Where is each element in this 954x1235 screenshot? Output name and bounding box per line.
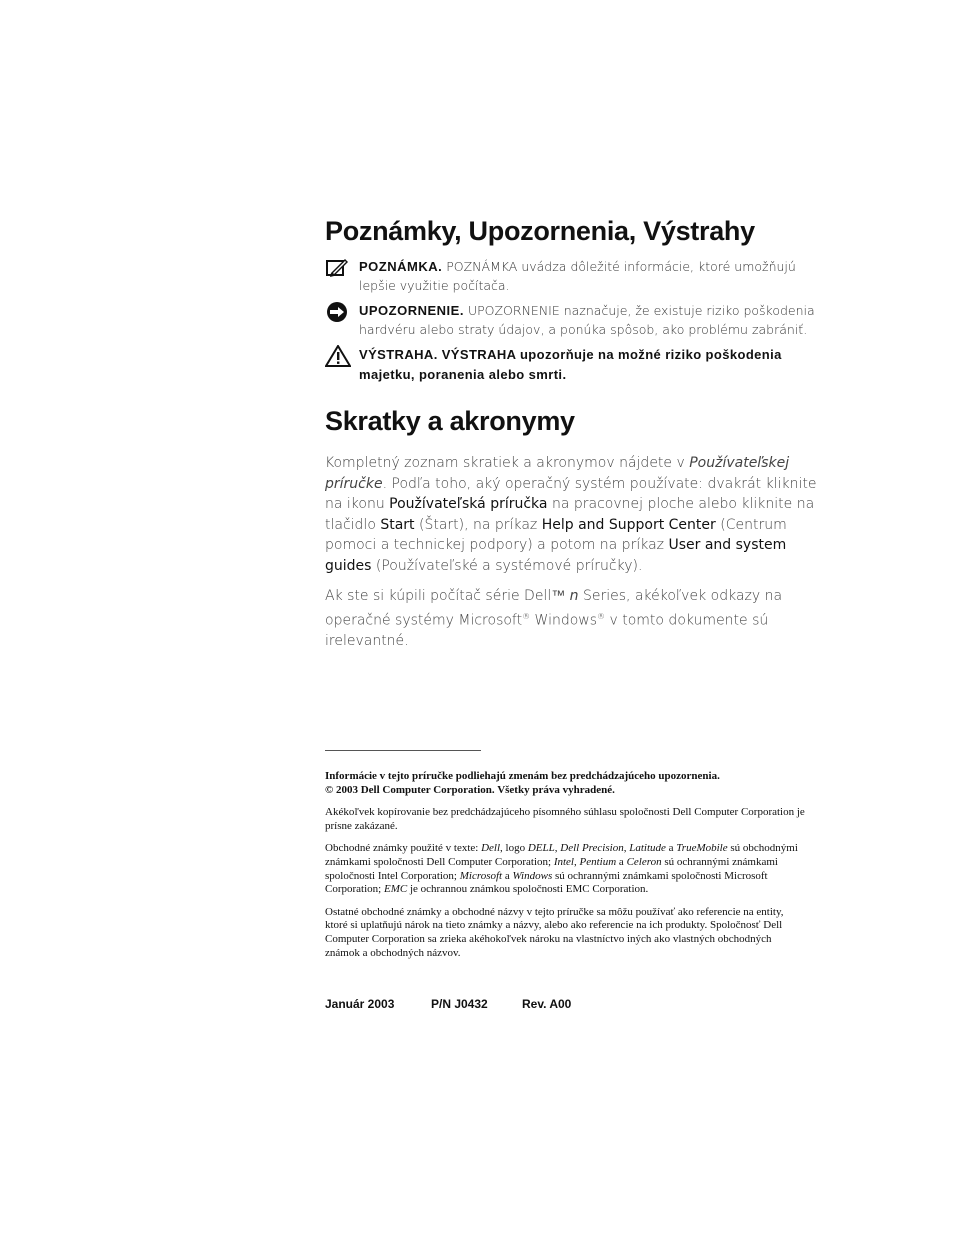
text-span: a [616, 855, 627, 868]
text-span: a [502, 869, 513, 882]
legal-block [325, 770, 807, 969]
text-span: Windows [530, 612, 598, 629]
trademark: Dell [481, 842, 501, 855]
text-span: a [665, 842, 677, 855]
text-span: na pracovnej ploche alebo kliknite na tlačidlo [325, 496, 815, 533]
trademark: Celeron [626, 855, 662, 868]
notes-section [325, 216, 815, 385]
note-label: POZNÁMKA. [359, 259, 443, 274]
copying-notice: Akékoľvek kopírovanie bez predchádzajúceho písomného súhlasu spoločnosti Dell Computer Corporation je prísne zakázané. [325, 806, 805, 832]
text-span: , logo [500, 842, 528, 855]
note-block [325, 257, 815, 295]
text-span: je ochrannou známkou spoločnosti EMC Corporation. [407, 883, 649, 896]
footer-revision: Rev. A00 [522, 997, 572, 1011]
abbrev-paragraph-2 [325, 586, 817, 651]
text-span: sú ochrannými známkami spoločnosti Intel Corporation; [325, 855, 778, 882]
legal-notice [325, 770, 807, 797]
note-text: POZNÁMKA uvádza dôležité informácie, ktoré umožňujú lepšie využitie počítača. [359, 259, 796, 293]
caution-text: VÝSTRAHA. VÝSTRAHA upozorňuje na možné riziko poškodenia majetku, poranenia alebo smrti. [359, 347, 782, 382]
text-span: , [574, 855, 580, 868]
other-trademarks-notice: Ostatné obchodné známky a obchodné názvy v tejto príručke sa môžu používať ako referencie na entity, ktoré si uplatňujú nárok na tieto známky a názvy, alebo ako referencie na ich produkty. Spoločnosť Dell Computer Corporation sa zrieka akéhokoľvek nároku na vlastníctvo iných ako vlastných obchodných známok a obchodných názvov. [325, 905, 784, 959]
notice-block [325, 301, 815, 339]
trademark: Windows [512, 869, 553, 882]
registered-mark: ® [522, 611, 531, 621]
copyright-line: © 2003 Dell Computer Corporation. Všetky práva vyhradené. [325, 783, 615, 796]
guide-title: Používateľskej príručke [325, 455, 790, 492]
text-span: Kompletný zoznam skratiek a akronymov nájdete v [325, 455, 690, 471]
series-letter: n [569, 588, 579, 604]
footer-part-number: P/N J0432 [431, 997, 488, 1011]
divider-rule [325, 750, 481, 751]
trademark: Microsoft [459, 869, 503, 882]
text-span: v tomto dokumente sú irelevantné. [325, 612, 769, 649]
notice-label: UPOZORNENIE. [359, 303, 464, 318]
footer-date: Január 2003 [325, 997, 395, 1011]
trademark-notice [325, 842, 807, 896]
trademark: EMC [383, 883, 408, 896]
hand-stop-icon [325, 301, 351, 323]
notes-section-title: Poznámky, Upozornenia, Výstrahy [325, 216, 755, 246]
text-span: Ak ste si kúpili počítač série Dell™ [325, 588, 570, 604]
abbrev-section-title: Skratky a akronymy [325, 406, 575, 436]
start-label: Start [380, 516, 415, 533]
trademark: Latitude [629, 842, 666, 855]
trademark: TrueMobile [676, 842, 728, 855]
trademark: Pentium [579, 855, 617, 868]
text-span: (Používateľské a systémové príručky). [371, 557, 643, 574]
trademark: Intel [553, 855, 574, 868]
text-span: sú ochrannými známkami spoločnosti Microsoft Corporation; [325, 869, 768, 896]
text-span: , [623, 842, 630, 855]
icon-name-label: Používateľská príručka [389, 496, 548, 512]
abbrev-paragraph-1 [325, 453, 817, 576]
text-span: Series, akékoľvek odkazy na operačné systémy Microsoft [325, 588, 783, 629]
text-span: . Podľa toho, aký operačný systém používate: dvakrát kliknite na ikonu [325, 475, 817, 512]
text-span: , [554, 842, 561, 855]
text-span: Obchodné známky použité v texte: [325, 842, 482, 855]
registered-mark: ® [597, 611, 606, 621]
help-center-label: Help and Support Center [541, 516, 716, 533]
document-footer [325, 997, 571, 1011]
text-span: (Centrum pomoci a technickej podpory) a potom na príkaz [325, 516, 787, 553]
text-span: sú obchodnými známkami spoločnosti Dell Computer Corporation; [325, 842, 798, 868]
warning-triangle-icon [325, 345, 351, 367]
user-guides-label: User and system guides [325, 537, 787, 574]
text-span: (Štart), na príkaz [414, 516, 542, 533]
notice-text: UPOZORNENIE naznačuje, že existuje riziko poškodenia hardvéru alebo straty údajov, a ponúka spôsob, ako problému zabrániť. [359, 303, 815, 337]
pencil-note-icon [325, 257, 351, 279]
trademark: DELL [527, 842, 555, 855]
trademark: Dell Precision [560, 842, 624, 855]
abbrev-section [325, 406, 817, 651]
caution-block [325, 345, 815, 385]
legal-change-notice: Informácie v tejto príručke podliehajú zmenám bez predchádzajúceho upozornenia. [325, 770, 720, 782]
